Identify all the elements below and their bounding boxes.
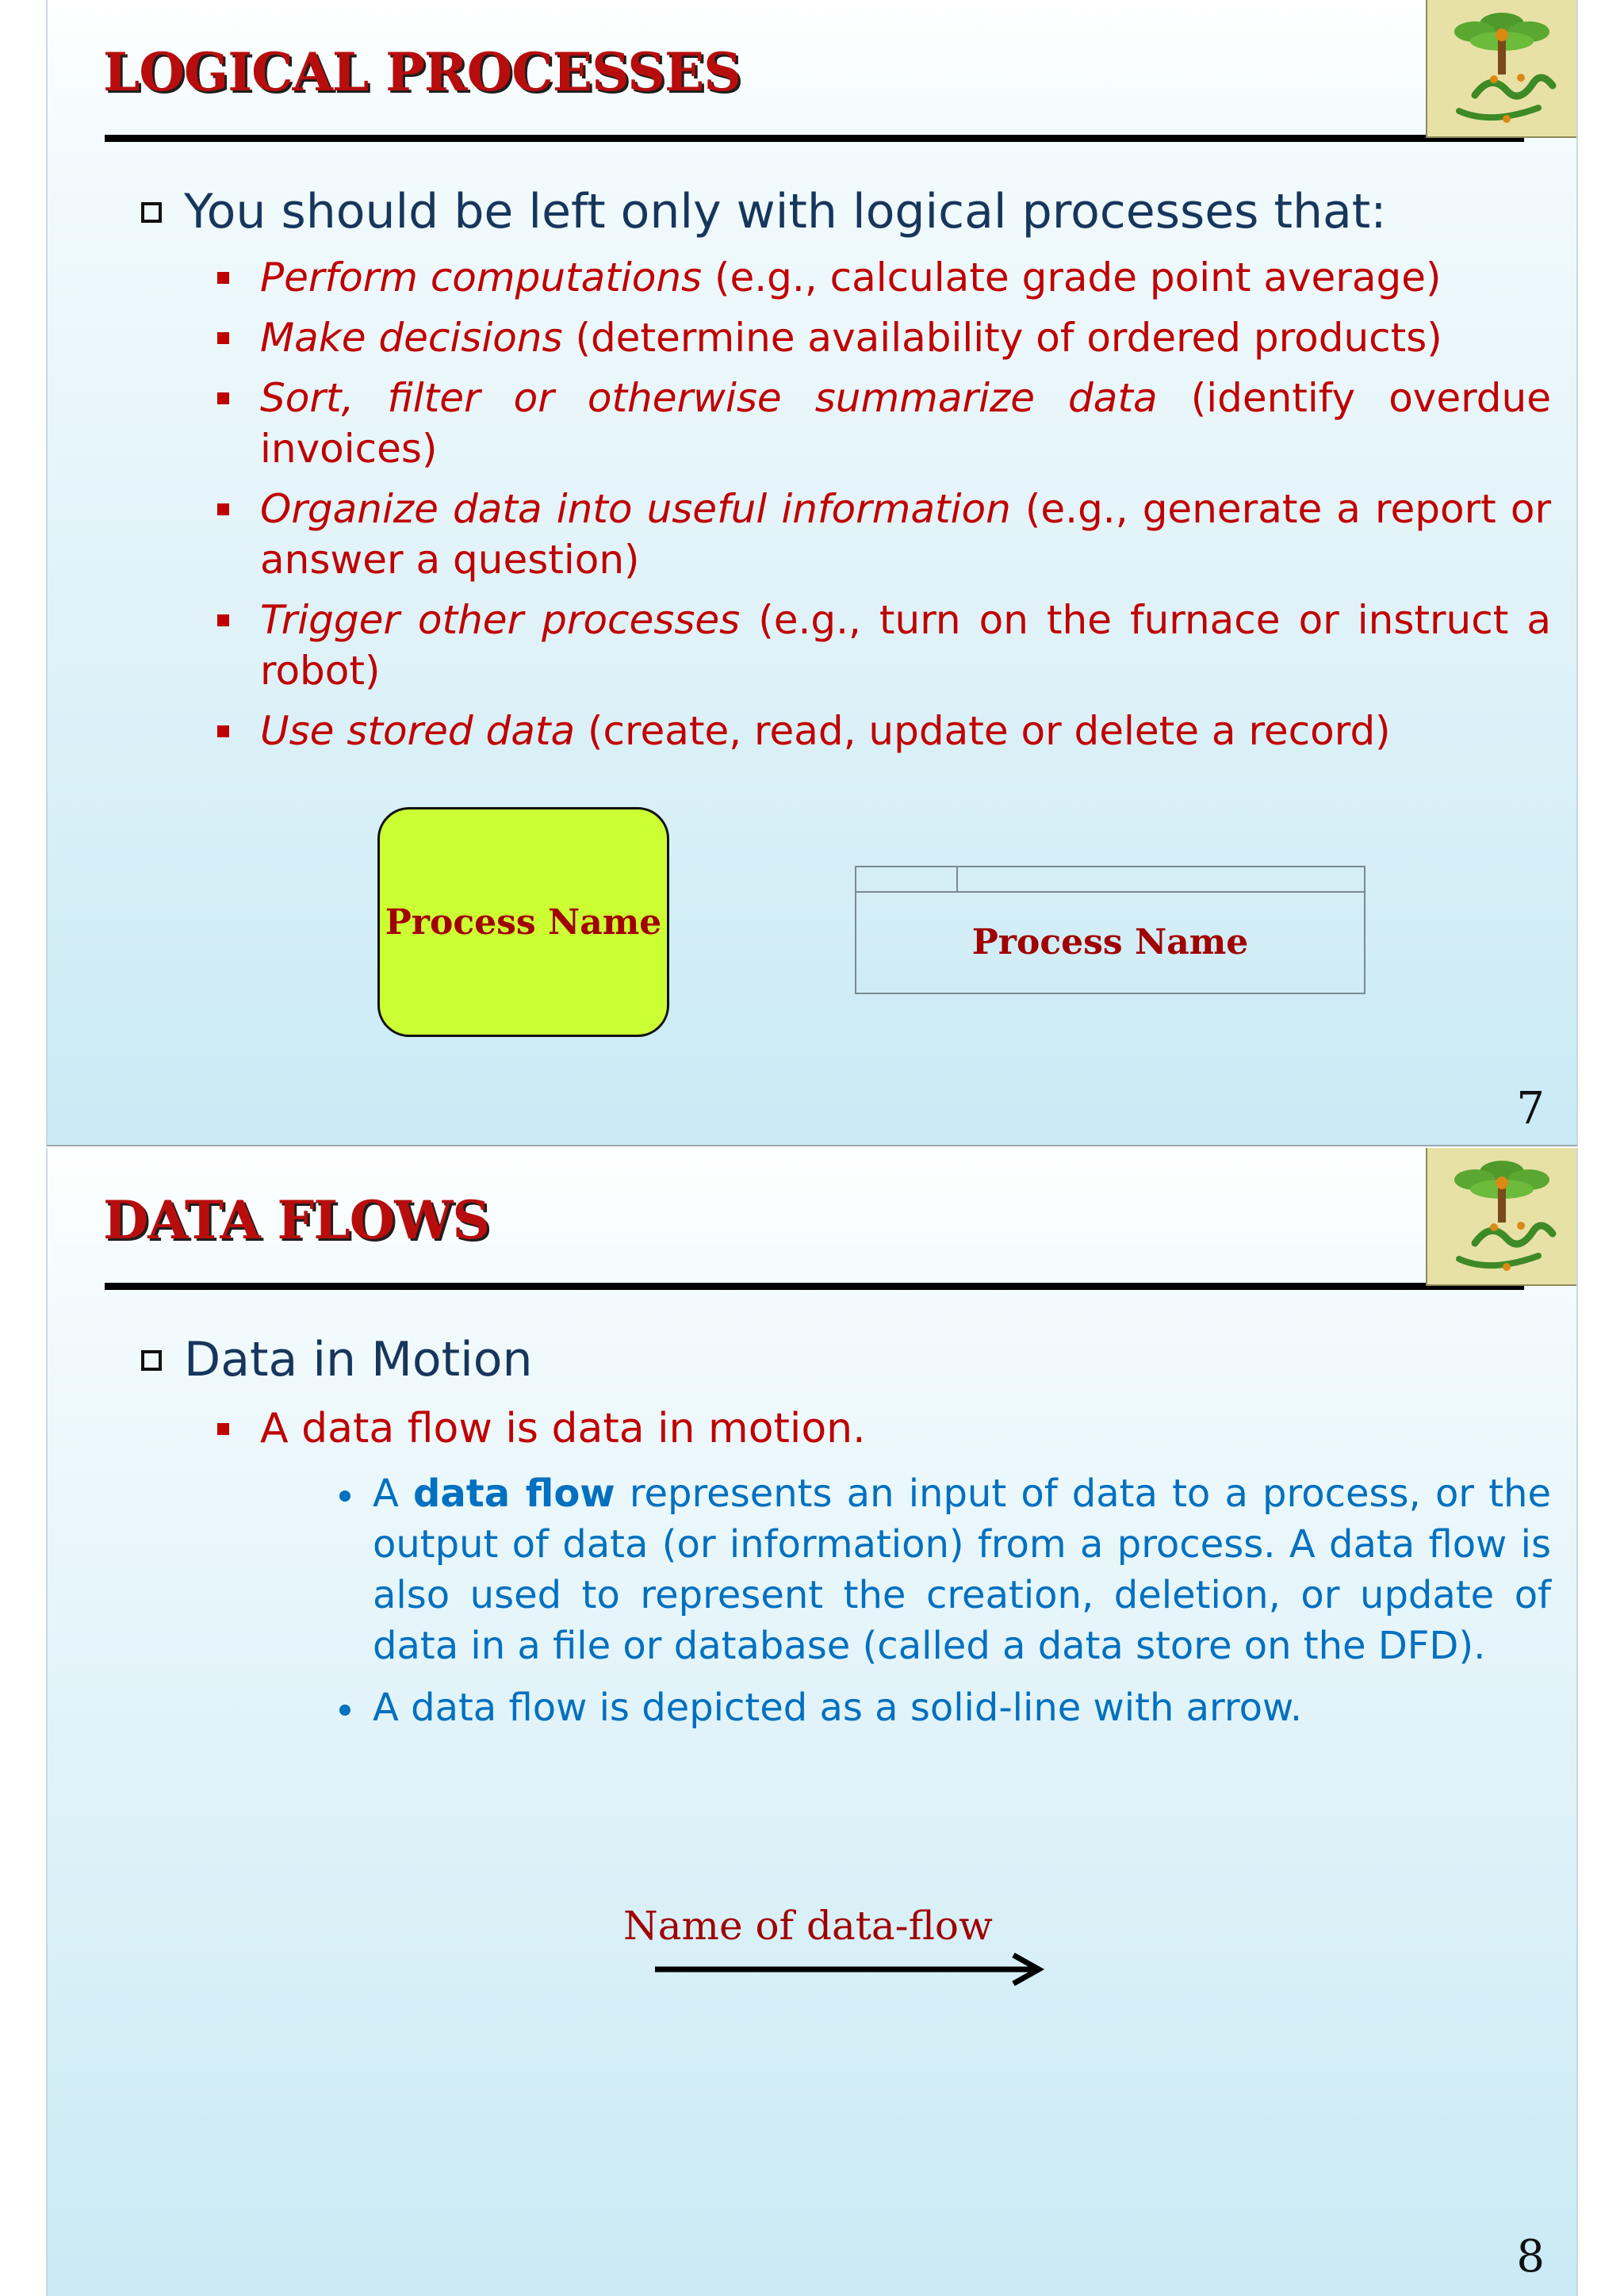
lead-bullet-line [141,184,1387,239]
square-bullet-icon [217,1423,229,1435]
item-detail: (determine availability of ordered products) [562,315,1442,361]
list-item [260,1403,1551,1454]
lead-text: Data in Motion [184,1332,533,1387]
list-item [260,312,1551,363]
slide-title: LOGICAL PROCESSES [103,41,741,103]
slide-logical-processes [46,0,1578,1146]
sub-item-text: A data flow is depicted as a solid-line with arrow. [373,1686,1303,1730]
square-checkbox-bullet-icon [141,202,162,223]
data-flow-list [260,1403,1551,1464]
data-flow-sublist [373,1468,1551,1744]
process-symbol-label: Process Name [385,901,662,943]
list-item [260,252,1551,303]
sub-item-term: data flow [413,1471,615,1516]
square-bullet-icon [217,272,229,284]
lead-bullet-line [141,1332,533,1387]
tree-logo-icon [1426,0,1576,138]
item-detail: (e.g., turn on the furnace or instruct a robot) [260,597,1551,694]
page-number: 8 [1516,2231,1545,2283]
arrow-right-icon [607,1946,1051,1993]
square-bullet-icon [217,614,229,626]
list-item [260,373,1551,474]
round-dot-bullet-icon [339,1490,350,1502]
slide-title: DATA FLOWS [103,1189,490,1251]
process-symbol-body [856,891,1364,993]
process-symbol-rounded [377,807,669,1037]
process-symbol-rectangle [855,866,1365,994]
lead-text: You should be left only with logical processes that: [184,184,1387,239]
sub-list-item [373,1682,1551,1733]
data-flow-label: Name of data-flow [623,1903,993,1949]
square-bullet-icon [217,392,229,404]
list-item [260,484,1551,585]
item-detail: (e.g., calculate grade point average) [702,254,1442,300]
item-detail: (create, read, update or delete a record) [575,708,1391,754]
process-list [260,252,1551,766]
process-id-divider [956,867,958,891]
item-emphasis: Use stored data [260,708,576,754]
sub-item-prefix: A [373,1471,414,1516]
title-underline [105,135,1524,142]
item-emphasis: Perform computations [260,254,703,300]
sub-item-text: represents an input of data to a process, or the output of data (or information) from a process. A data flow is also used to represent the creation, deletion, or update of data in a file or database (called a data store on the DFD). [373,1471,1551,1668]
title-underline [105,1283,1524,1290]
item-emphasis: Make decisions [260,315,563,361]
square-checkbox-bullet-icon [141,1350,162,1371]
square-bullet-icon [217,503,229,515]
item-detail: (e.g., generate a report or answer a question) [260,486,1551,583]
square-bullet-icon [217,332,229,344]
square-bullet-icon [217,725,229,737]
item-emphasis: Sort, filter or otherwise summarize data [260,375,1158,421]
sub-list-item [373,1468,1551,1671]
tree-logo-icon [1426,1148,1576,1286]
item-emphasis: Trigger other processes [260,597,741,643]
list-item [260,595,1551,696]
item-text: A data flow is data in motion. [260,1405,866,1452]
list-item [260,706,1551,756]
round-dot-bullet-icon [339,1705,350,1716]
item-detail: (identify overdue invoices) [260,375,1551,472]
process-symbol-label: Process Name [971,921,1249,962]
item-emphasis: Organize data into useful information [260,486,1011,532]
slide-data-flows [46,1148,1578,2296]
page-number: 7 [1516,1083,1545,1135]
process-id-band [856,867,1364,893]
